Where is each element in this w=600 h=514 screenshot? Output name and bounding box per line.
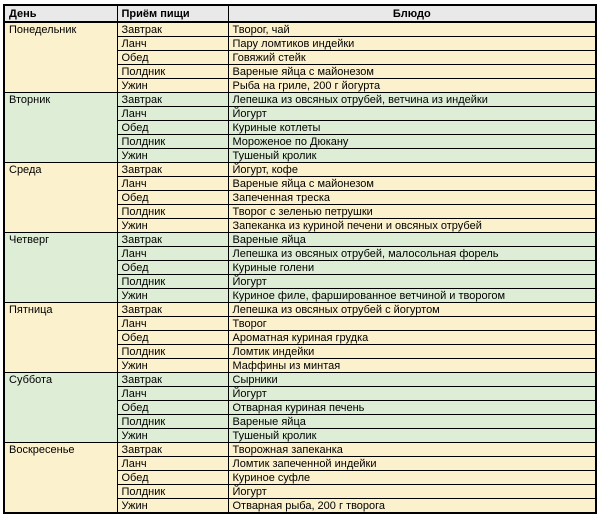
dish-cell: Сырники (228, 373, 596, 387)
dish-cell: Ароматная куриная грудка (228, 331, 596, 345)
day-cell: Воскресенье (4, 443, 117, 514)
dish-cell: Рыба на гриле, 200 г йогурта (228, 79, 596, 93)
day-cell: Суббота (4, 373, 117, 443)
dish-cell: Вареные яйца (228, 415, 596, 429)
dish-cell: Йогурт (228, 387, 596, 401)
dish-cell: Куриное суфле (228, 471, 596, 485)
meal-cell: Полдник (117, 205, 228, 219)
dish-cell: Ломтик индейки (228, 345, 596, 359)
meal-cell: Полдник (117, 485, 228, 499)
meal-cell: Ужин (117, 79, 228, 93)
meal-cell: Обед (117, 401, 228, 415)
header-dish: Блюдо (228, 5, 596, 22)
meal-cell: Ужин (117, 499, 228, 514)
meal-cell: Обед (117, 121, 228, 135)
dish-cell: Мороженое по Дюкану (228, 135, 596, 149)
meal-cell: Ужин (117, 359, 228, 373)
dish-cell: Говяжий стейк (228, 51, 596, 65)
dish-cell: Куриные голени (228, 261, 596, 275)
dish-cell: Тушеный кролик (228, 149, 596, 163)
table-row (4, 93, 596, 107)
meal-cell: Обед (117, 331, 228, 345)
meal-cell: Ужин (117, 289, 228, 303)
meal-cell: Завтрак (117, 443, 228, 457)
dish-cell: Творожная запеканка (228, 443, 596, 457)
meal-cell: Ланч (117, 177, 228, 191)
meal-cell: Завтрак (117, 22, 228, 37)
header-row (4, 5, 596, 22)
dish-cell: Йогурт (228, 107, 596, 121)
dish-cell: Запеканка из куриной печени и овсяных отрубей (228, 219, 596, 233)
meal-cell: Ланч (117, 107, 228, 121)
dish-cell: Маффины из минтая (228, 359, 596, 373)
meal-cell: Завтрак (117, 93, 228, 107)
meal-cell: Ланч (117, 387, 228, 401)
table-row (4, 22, 596, 37)
dish-cell: Лепешка из овсяных отрубей с йогуртом (228, 303, 596, 317)
header-meal: Приём пищи (117, 5, 228, 22)
dish-cell: Творог (228, 317, 596, 331)
dish-cell: Куриное филе, фаршированное ветчиной и творогом (228, 289, 596, 303)
meal-cell: Завтрак (117, 233, 228, 247)
meal-cell: Полдник (117, 345, 228, 359)
meal-cell: Ужин (117, 429, 228, 443)
dish-cell: Лепешка из овсяных отрубей, ветчина из индейки (228, 93, 596, 107)
meal-cell: Завтрак (117, 373, 228, 387)
dish-cell: Отварная рыба, 200 г творога (228, 499, 596, 514)
table-row (4, 163, 596, 177)
meal-cell: Ужин (117, 149, 228, 163)
day-cell: Вторник (4, 93, 117, 163)
meal-cell: Ланч (117, 247, 228, 261)
dish-cell: Запеченная треска (228, 191, 596, 205)
meal-cell: Обед (117, 191, 228, 205)
meal-cell: Полдник (117, 65, 228, 79)
table-row (4, 443, 596, 457)
table-row (4, 233, 596, 247)
table-row (4, 303, 596, 317)
day-cell: Четверг (4, 233, 117, 303)
dish-cell: Вареные яйца с майонезом (228, 177, 596, 191)
meal-cell: Ланч (117, 317, 228, 331)
dish-cell: Творог с зеленью петрушки (228, 205, 596, 219)
day-cell: Понедельник (4, 22, 117, 93)
meal-cell: Ужин (117, 219, 228, 233)
meal-cell: Полдник (117, 415, 228, 429)
meal-plan-table (3, 4, 597, 514)
meal-cell: Завтрак (117, 163, 228, 177)
meal-cell: Обед (117, 51, 228, 65)
dish-cell: Отварная куриная печень (228, 401, 596, 415)
dish-cell: Творог, чай (228, 22, 596, 37)
meal-cell: Обед (117, 471, 228, 485)
dish-cell: Вареные яйца с майонезом (228, 65, 596, 79)
dish-cell: Ломтик запеченной индейки (228, 457, 596, 471)
dish-cell: Тушеный кролик (228, 429, 596, 443)
meal-cell: Ланч (117, 457, 228, 471)
dish-cell: Йогурт (228, 485, 596, 499)
day-cell: Среда (4, 163, 117, 233)
dish-cell: Лепешка из овсяных отрубей, малосольная форель (228, 247, 596, 261)
table-row (4, 373, 596, 387)
meal-plan-body (4, 22, 596, 513)
dish-cell: Вареные яйца (228, 233, 596, 247)
meal-cell: Ланч (117, 37, 228, 51)
table-header (4, 5, 596, 22)
dish-cell: Йогурт (228, 275, 596, 289)
header-day: День (4, 5, 117, 22)
dish-cell: Куриные котлеты (228, 121, 596, 135)
meal-cell: Обед (117, 261, 228, 275)
meal-cell: Завтрак (117, 303, 228, 317)
day-cell: Пятница (4, 303, 117, 373)
dish-cell: Йогурт, кофе (228, 163, 596, 177)
meal-cell: Полдник (117, 275, 228, 289)
meal-cell: Полдник (117, 135, 228, 149)
dish-cell: Пару ломтиков индейки (228, 37, 596, 51)
